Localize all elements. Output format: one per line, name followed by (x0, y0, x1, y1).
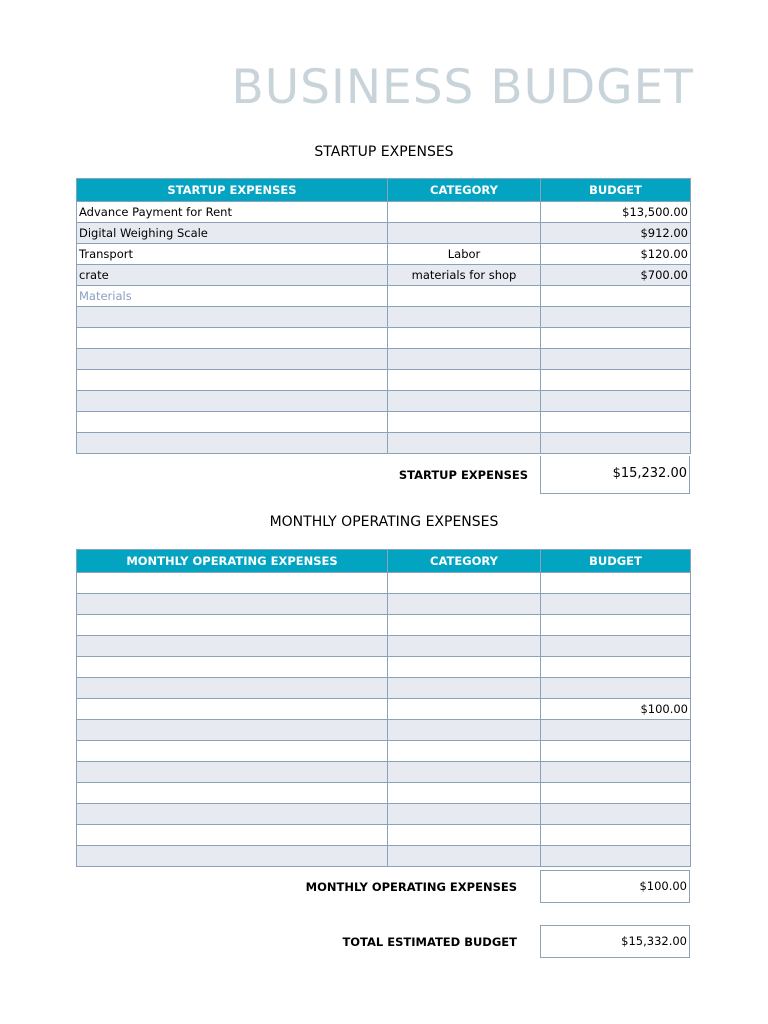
table-row (77, 202, 691, 223)
category-cell[interactable] (388, 846, 541, 867)
startup-header-row (77, 179, 691, 202)
monthly-category-header[interactable]: CATEGORY (388, 550, 541, 573)
category-cell[interactable] (388, 202, 541, 223)
category-cell[interactable] (388, 720, 541, 741)
table-row (77, 804, 691, 825)
expense-cell[interactable] (77, 594, 388, 615)
table-row (77, 657, 691, 678)
category-cell[interactable] (388, 825, 541, 846)
budget-cell[interactable] (541, 636, 691, 657)
category-cell[interactable]: Labor (388, 244, 541, 265)
table-row (77, 328, 691, 349)
category-cell[interactable] (388, 412, 541, 433)
grand-total-label: TOTAL ESTIMATED BUDGET (342, 935, 517, 949)
expense-cell[interactable] (77, 349, 388, 370)
budget-cell[interactable] (541, 391, 691, 412)
budget-cell[interactable] (541, 412, 691, 433)
category-cell[interactable]: materials for shop (388, 265, 541, 286)
expense-cell[interactable] (77, 307, 388, 328)
expense-cell[interactable]: Digital Weighing Scale (77, 223, 388, 244)
category-cell[interactable] (388, 657, 541, 678)
table-row (77, 223, 691, 244)
category-cell[interactable] (388, 391, 541, 412)
budget-cell[interactable] (541, 804, 691, 825)
table-row (77, 762, 691, 783)
table-row (77, 594, 691, 615)
category-cell[interactable] (388, 804, 541, 825)
expense-cell[interactable] (77, 720, 388, 741)
expense-cell[interactable] (77, 678, 388, 699)
monthly-budget-header[interactable]: BUDGET (541, 550, 691, 573)
expense-cell[interactable] (77, 328, 388, 349)
budget-cell[interactable] (541, 825, 691, 846)
budget-cell[interactable] (541, 783, 691, 804)
budget-cell[interactable]: $120.00 (541, 244, 691, 265)
category-cell[interactable] (388, 699, 541, 720)
expense-cell[interactable]: crate (77, 265, 388, 286)
category-cell[interactable] (388, 762, 541, 783)
category-cell[interactable] (388, 307, 541, 328)
table-row (77, 307, 691, 328)
table-row (77, 741, 691, 762)
budget-cell[interactable] (541, 846, 691, 867)
category-cell[interactable] (388, 573, 541, 594)
startup-budget-header[interactable]: BUDGET (541, 179, 691, 202)
table-row (77, 349, 691, 370)
startup-expense-header[interactable]: STARTUP EXPENSES (77, 179, 388, 202)
page-title: BUSINESS BUDGET (231, 60, 694, 115)
monthly-expense-header[interactable]: MONTHLY OPERATING EXPENSES (77, 550, 388, 573)
budget-cell[interactable] (541, 657, 691, 678)
table-row (77, 391, 691, 412)
table-row (77, 286, 691, 307)
table-row (77, 720, 691, 741)
startup-category-header[interactable]: CATEGORY (388, 179, 541, 202)
budget-cell[interactable] (541, 328, 691, 349)
expense-cell[interactable] (77, 783, 388, 804)
table-row (77, 615, 691, 636)
table-row (77, 265, 691, 286)
expense-cell[interactable] (77, 846, 388, 867)
category-cell[interactable] (388, 328, 541, 349)
expense-cell[interactable] (77, 657, 388, 678)
expense-cell[interactable] (77, 699, 388, 720)
startup-expenses-table (76, 178, 691, 454)
expense-cell[interactable]: Transport (77, 244, 388, 265)
category-cell[interactable] (388, 223, 541, 244)
expense-cell[interactable] (77, 573, 388, 594)
budget-cell[interactable] (541, 286, 691, 307)
category-cell[interactable] (388, 433, 541, 454)
table-row (77, 783, 691, 804)
budget-cell[interactable] (541, 349, 691, 370)
monthly-total-label: MONTHLY OPERATING EXPENSES (305, 880, 517, 894)
budget-cell[interactable]: $700.00 (541, 265, 691, 286)
table-row (77, 699, 691, 720)
startup-total-value[interactable]: $15,232.00 (540, 456, 690, 494)
expense-cell[interactable] (77, 741, 388, 762)
expense-cell[interactable]: Advance Payment for Rent (77, 202, 388, 223)
table-row (77, 573, 691, 594)
expense-cell[interactable] (77, 370, 388, 391)
table-row (77, 846, 691, 867)
category-cell[interactable] (388, 370, 541, 391)
monthly-header-row (77, 550, 691, 573)
expense-cell[interactable] (77, 804, 388, 825)
budget-cell[interactable] (541, 741, 691, 762)
budget-cell[interactable] (541, 762, 691, 783)
budget-cell[interactable] (541, 307, 691, 328)
table-row (77, 825, 691, 846)
budget-cell[interactable]: $912.00 (541, 223, 691, 244)
budget-cell[interactable] (541, 594, 691, 615)
table-row (77, 678, 691, 699)
category-cell[interactable] (388, 286, 541, 307)
expense-cell[interactable] (77, 825, 388, 846)
budget-cell[interactable] (541, 615, 691, 636)
monthly-total-value[interactable]: $100.00 (540, 870, 690, 903)
expense-cell[interactable] (77, 636, 388, 657)
startup-total-label: STARTUP EXPENSES (398, 468, 528, 482)
category-cell[interactable] (388, 349, 541, 370)
table-row (77, 433, 691, 454)
grand-total-value[interactable]: $15,332.00 (540, 925, 690, 958)
budget-cell[interactable]: $13,500.00 (541, 202, 691, 223)
expense-cell[interactable] (77, 412, 388, 433)
startup-section-title: STARTUP EXPENSES (314, 144, 454, 160)
expense-cell[interactable] (77, 615, 388, 636)
category-cell[interactable] (388, 594, 541, 615)
category-cell[interactable] (388, 636, 541, 657)
budget-cell[interactable] (541, 720, 691, 741)
table-row (77, 244, 691, 265)
budget-cell[interactable] (541, 678, 691, 699)
category-cell[interactable] (388, 741, 541, 762)
category-cell[interactable] (388, 783, 541, 804)
table-row (77, 412, 691, 433)
expense-cell[interactable] (77, 762, 388, 783)
monthly-expenses-table (76, 549, 691, 867)
expense-cell[interactable] (77, 391, 388, 412)
category-cell[interactable] (388, 615, 541, 636)
monthly-section-title: MONTHLY OPERATING EXPENSES (269, 514, 499, 530)
budget-cell[interactable] (541, 370, 691, 391)
expense-cell[interactable] (77, 433, 388, 454)
expense-cell[interactable]: Materials (77, 286, 388, 307)
category-cell[interactable] (388, 678, 541, 699)
budget-cell[interactable] (541, 433, 691, 454)
budget-cell[interactable]: $100.00 (541, 699, 691, 720)
budget-cell[interactable] (541, 573, 691, 594)
table-row (77, 636, 691, 657)
table-row (77, 370, 691, 391)
